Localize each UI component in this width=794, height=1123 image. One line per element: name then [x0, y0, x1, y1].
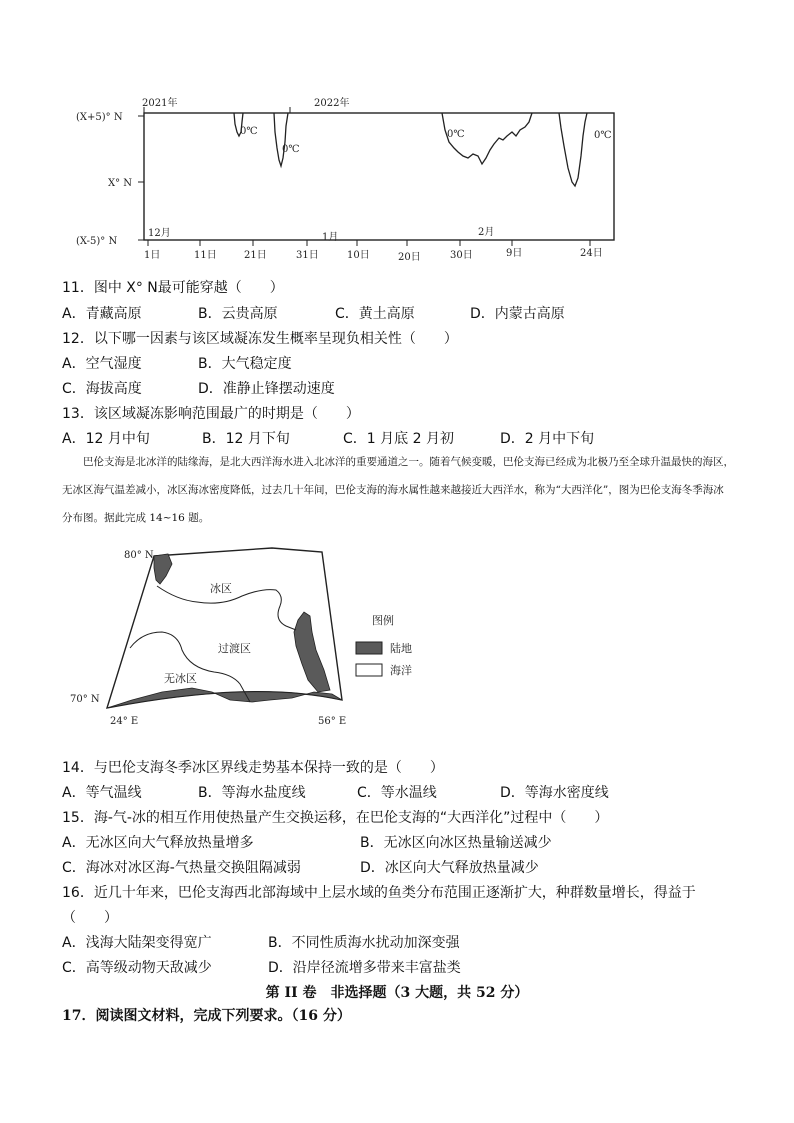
q14-option-a: A．等气温线 — [62, 785, 142, 801]
q11-option-a: A．青藏高原 — [62, 306, 142, 322]
q12-option-d: D．准静止锋摆动速度 — [198, 381, 335, 397]
contour-label: 0℃ — [282, 144, 300, 155]
legend-label-ocean: 海洋 — [390, 664, 412, 677]
q14-option-b: B．等海水盐度线 — [198, 785, 306, 801]
legend-label-land: 陆地 — [390, 642, 412, 655]
lon-label-56e: 56° E — [318, 716, 347, 727]
q16-option-b: B．不同性质海水扰动加深变强 — [268, 935, 460, 951]
passage-text: 巴伦支海是北冰洋的陆缘海，是北大西洋海水进入北冰洋的重要通道之一。随着气候变暖，巴伦支海已经成为北极乃至全球升温最快的海区，无冰区海气温差减小，冰区海冰密度降低，过去几十年间，巴伦支海的海水属性越来越接近大西洋水，称为“大西洋化”，图为巴伦支海冬季海冰分布图。据此完成 14~16 题。 — [62, 456, 734, 524]
day-label: 30日 — [450, 250, 473, 261]
section-title: 第 II 卷 非选择题（3 大题，共 52 分） — [265, 985, 529, 1001]
contour-label: 0℃ — [447, 129, 465, 140]
q12-stem: 12．以下哪一因素与该区域凝冻发生概率呈现负相关性（ ） — [62, 331, 458, 347]
q12-option-b: B．大气稳定度 — [198, 356, 292, 372]
month-label-dec: 12月 — [148, 228, 171, 239]
q15-option-b: B．无冰区向冰区热量输送减少 — [360, 835, 552, 851]
zone-label-ice: 冰区 — [210, 582, 232, 595]
q13-stem: 13．该区域凝冻影响范围最广的时期是（ ） — [62, 406, 360, 422]
q13-option-d: D．2 月中下旬 — [500, 431, 595, 447]
q13-option-c: C．1 月底 2 月初 — [343, 431, 454, 447]
day-label: 11日 — [194, 250, 217, 261]
day-label: 10日 — [347, 250, 370, 261]
q16-stem-cont: （ ） — [62, 910, 118, 926]
day-axis — [148, 240, 590, 246]
contour-label: 0℃ — [594, 130, 612, 141]
q16-stem: 16．近几十年来，巴伦支海西北部海域中上层水域的鱼类分布范围正逐渐扩大，种群数量增长，得益于 — [62, 885, 696, 901]
barents-sea-ice-map — [62, 540, 462, 730]
y-label-mid: X° N — [108, 178, 133, 189]
q11-option-b: B．云贵高原 — [198, 306, 278, 322]
day-label: 21日 — [244, 250, 267, 261]
day-label: 9日 — [506, 248, 523, 259]
q11-option-d: D．内蒙古高原 — [470, 306, 565, 322]
zone-label-icefree: 无冰区 — [164, 672, 197, 685]
freezing-contour-figure — [60, 92, 640, 267]
lat-label-70n: 70° N — [70, 694, 100, 705]
q14-stem: 14．与巴伦支海冬季冰区界线走势基本保持一致的是（ ） — [62, 760, 444, 776]
q16-option-c: C．高等级动物天敌减少 — [62, 960, 212, 976]
freeze-contour-4 — [559, 113, 587, 186]
q14-option-d: D．等海水密度线 — [500, 785, 609, 801]
q16-option-d: D．沿岸径流增多带来丰富盐类 — [268, 960, 461, 976]
q12-option-c: C．海拔高度 — [62, 381, 142, 397]
year-label-2022: 2022年 — [314, 98, 350, 109]
zone-label-transition: 过渡区 — [218, 642, 251, 655]
y-label-bottom: (X-5)° N — [76, 236, 118, 247]
freeze-contour-2 — [274, 113, 288, 166]
q13-option-a: A．12 月中旬 — [62, 431, 150, 447]
q16-option-a: A．浅海大陆架变得宽广 — [62, 935, 212, 951]
q15-option-a: A．无冰区向大气释放热量增多 — [62, 835, 254, 851]
month-label-jan: 1月 — [322, 232, 339, 243]
day-label: 1日 — [144, 250, 161, 261]
reading-passage — [62, 448, 734, 532]
q17-title: 17．阅读图文材料，完成下列要求。（16 分） — [62, 1008, 351, 1024]
day-label: 20日 — [398, 252, 421, 263]
legend-swatch-ocean — [356, 664, 382, 676]
day-label: 24日 — [580, 248, 603, 259]
q13-option-b: B．12 月下旬 — [202, 431, 290, 447]
q11-option-c: C．黄土高原 — [335, 306, 415, 322]
year-label-2021: 2021年 — [142, 98, 178, 109]
y-label-top: (X+5)° N — [76, 112, 123, 123]
q14-option-c: C．等水温线 — [357, 785, 437, 801]
q11-stem: 11．图中 X° N最可能穿越（ ） — [62, 280, 284, 296]
q12-option-a: A．空气湿度 — [62, 356, 142, 372]
q15-stem: 15．海-气-冰的相互作用使热量产生交换运移，在巴伦支海的“大西洋化”过程中（ ） — [62, 810, 609, 826]
legend-swatch-land — [356, 642, 382, 654]
contour-label: 0℃ — [240, 126, 258, 137]
month-label-feb: 2月 — [478, 227, 495, 238]
lon-label-24e: 24° E — [110, 716, 139, 727]
q15-option-d: D．冰区向大气释放热量减少 — [360, 860, 539, 876]
q15-option-c: C．海冰对冰区海-气热量交换阻隔减弱 — [62, 860, 301, 876]
legend-title: 图例 — [372, 614, 394, 627]
day-label: 31日 — [296, 250, 319, 261]
lat-label-80n: 80° N — [124, 550, 154, 561]
